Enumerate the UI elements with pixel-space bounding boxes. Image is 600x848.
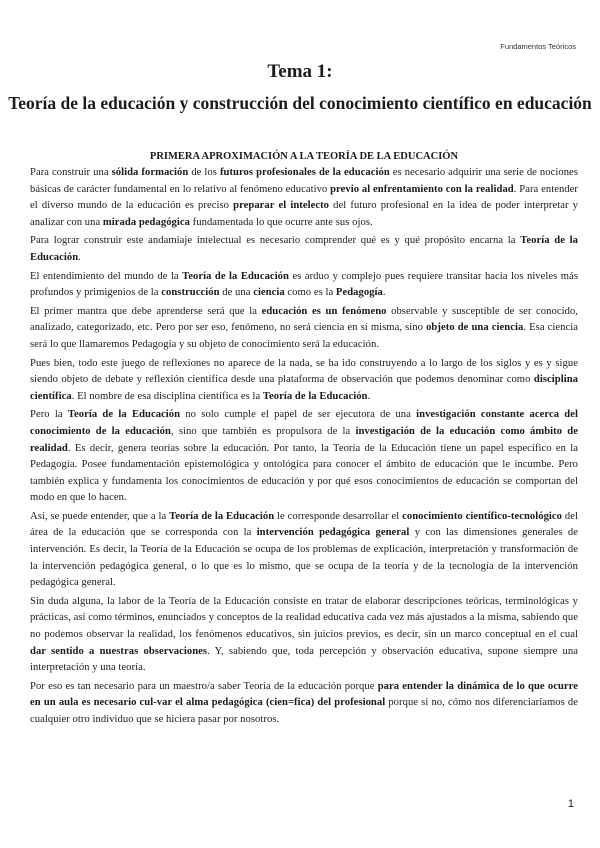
text-run: porque si no, cómo nos diferenciaríamos de cualquier otro individuo que se hiciera pasar por nosotros. [30, 697, 579, 725]
text-run: . Para entender el diverso mundo de la educación es preciso [30, 183, 578, 212]
page-number: 1 [567, 798, 574, 810]
text-run: Pues bien, todo este juego de reflexiones no aparece de la nada, se ha ido construyendo a lo largo de los siglos y es y sigue siendo objeto de debate y reflexión científica desde una plataforma de observación que podemos denominar como [30, 357, 578, 386]
text-run: del futuro profesional en la idea de poder interpretar y analizar con una [30, 200, 579, 228]
text-run: Pero la [30, 409, 68, 421]
page-title: Teoría de la educación y construcción del conocimiento científico en educación [8, 93, 592, 113]
bold-text: Teoría de la Educación [30, 235, 579, 263]
text-run: . [78, 251, 81, 263]
bold-text: investigación de la educación como ámbito de realidad [30, 425, 578, 454]
text-run: . Y, sabiendo que, toda percepción y observación educativa, supone siempre una interpretación y una teoría. [30, 645, 578, 674]
text-run: Para construir una [30, 167, 112, 178]
text-run: , sino que también es propulsora de la [170, 425, 356, 437]
chapter-label: Tema 1: [267, 61, 333, 82]
bold-text: previo al enfrentamiento con la realidad [330, 183, 514, 195]
bold-text: disciplina científica [30, 374, 578, 402]
body-paragraph [30, 304, 578, 354]
body-paragraph [30, 356, 578, 406]
running-header: Fundamentos Teóricos [500, 42, 576, 51]
title-block [0, 60, 600, 116]
text-run: Así, se puede entender, que a la [30, 510, 170, 522]
text-run: no solo cumple el papel de ser ejecutora de una [180, 409, 417, 421]
body-content [30, 150, 578, 731]
bold-text: conocimiento científico-tecnológico [402, 510, 563, 522]
text-run: como es la [284, 287, 336, 299]
bold-text: Teoría de la Educación [169, 510, 275, 522]
bold-text: investigación constante acerca del conocimiento de la educación [30, 409, 578, 437]
bold-text: educación es un fenómeno [261, 305, 387, 317]
text-run: El entendimiento del mundo de la [30, 270, 183, 282]
text-run: . Esa ciencia será lo que llamaremos Pedagogía y su objeto de conocimiento será la educación. [30, 322, 579, 350]
text-run: fundamentada lo que ocurre ante sus ojos. [189, 216, 373, 228]
bold-text: objeto de una ciencia [426, 322, 524, 334]
section-heading: PRIMERA APROXIMACIÓN A LA TEORÍA DE LA EDUCACIÓN [149, 151, 459, 162]
text-run: es necesario adquirir una serie de nociones básicas de carácter fundamental en lo relativo al fenómeno educativo [30, 167, 578, 195]
bold-text: dar sentido a nuestras observaciones [30, 645, 208, 657]
bold-text: intervención pedagógica general [256, 527, 410, 539]
text-run: es arduo y complejo pues requiere transitar hacia los niveles más profundos y primigenios de la [30, 270, 578, 299]
text-run: . Es decir, genera teorías sobre la educación. Por tanto, la Teoría de la Educación tiene un papel específico en la Pedagogía. Posee fundamentación epistemológica y ontológica para conocer el ámbito de educación que le incumbe. Pero también explica y fundamenta los conocimientos de educación y por qué esos conocimientos de educación se comportan del modo en que lo hacen. [30, 442, 578, 504]
bold-text: para entender la dinámica de lo que ocurre en un aula es necesario cul-var el alma pedagógica (cien=fica) del profesional [30, 680, 578, 709]
bold-text: Teoría de la Educación [67, 409, 181, 421]
body-paragraph [30, 679, 578, 729]
body-paragraph [30, 509, 578, 592]
text-run: observable y susceptible de ser conocido, analizado, categorizado, etc. Pero por ser eso, fenómeno, no será ciencia en sí misma, sino [30, 305, 578, 334]
body-paragraph [30, 407, 578, 507]
text-run: Para lograr construir este andamiaje intelectual es necesario comprender qué es y qué propósito encarna la [30, 235, 521, 247]
text-run: El primer mantra que debe aprenderse será que la [30, 305, 262, 317]
bold-text: preparar el intelecto [233, 200, 330, 212]
bold-text: mirada pedagógica [102, 216, 190, 228]
body-paragraph [30, 269, 578, 302]
bold-text: Teoría de la Educación [182, 270, 289, 282]
text-run: y con las dimensiones generales de intervención. Es decir, la Teoría de la Educación se ocupa de los problemas de explicación, interpretación y transformación de la intervención pedagógica general, o lo que es lo mismo, que se ocupa de la teoría y de la tecnología de la intervención pedagógica general. [30, 527, 578, 589]
body-paragraph [30, 594, 578, 677]
bold-text: futuros profesionales de la educación [219, 167, 390, 178]
text-run: Por eso es tan necesario para un maestro/a saber Teoría de la educación porque [30, 680, 378, 692]
text-run: de una [219, 287, 254, 299]
text-run: . [367, 390, 371, 402]
bold-text: construcción [161, 287, 220, 299]
body-paragraph [30, 165, 578, 231]
text-run: del área de la educación que se corresponda con la [30, 510, 578, 539]
body-paragraph [30, 233, 578, 266]
bold-text: sólida formación [111, 167, 189, 178]
text-run: de los [188, 167, 220, 178]
paragraph-list [30, 165, 578, 729]
text-run: . [382, 287, 386, 299]
bold-text: ciencia [253, 287, 285, 299]
bold-text: Teoría de la Educación [262, 390, 368, 402]
text-run: le corresponde desarrollar el [274, 510, 403, 522]
bold-text: Pedagogía [335, 287, 383, 299]
text-run: Sin duda alguna, la labor de la Teoría de la Educación consiste en tratar de elaborar descripciones teóricas, terminológicas y prácticas, así como términos, enunciados y conceptos de la realidad educativa cada vez más ajustados a la misma, sabiendo que no podemos observar la realidad, los fenómenos educativos, sin juicios previos, es decir, sin un marco conceptual en el cual [30, 595, 578, 641]
text-run: . El nombre de esa disciplina científica es la [71, 390, 263, 402]
